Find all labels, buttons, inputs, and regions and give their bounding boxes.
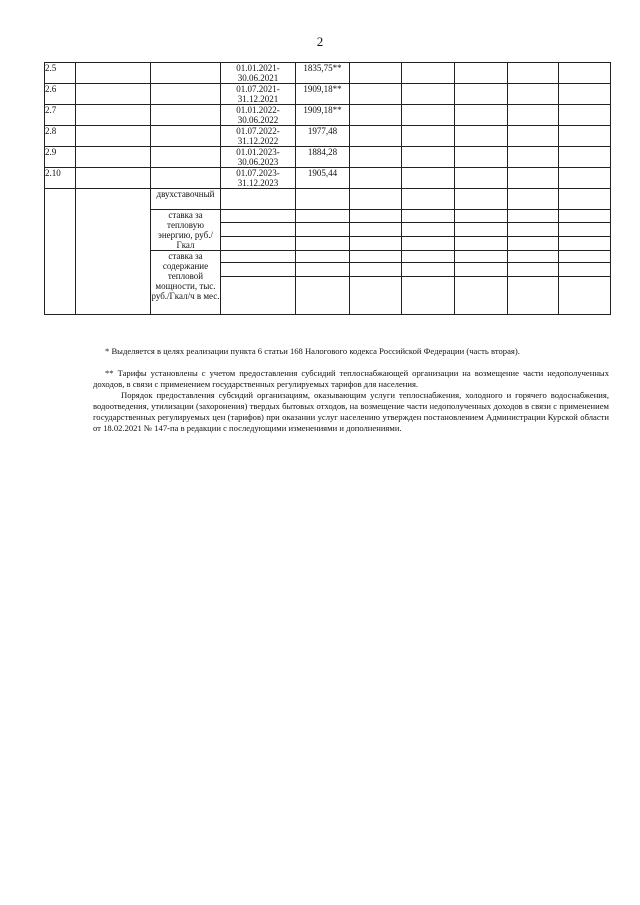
empty-cell bbox=[508, 63, 559, 84]
empty-cell bbox=[455, 189, 508, 210]
empty-cell bbox=[402, 222, 455, 236]
empty-cell bbox=[559, 189, 611, 210]
row-number: 2.6 bbox=[45, 84, 76, 105]
empty-cell bbox=[508, 189, 559, 210]
empty-cell bbox=[559, 210, 611, 223]
tariff-value: 1977,48 bbox=[296, 126, 350, 147]
empty-cell bbox=[350, 277, 402, 315]
empty-cell bbox=[559, 263, 611, 277]
empty-cell bbox=[221, 189, 296, 210]
tariff-value: 1909,18** bbox=[296, 105, 350, 126]
empty-cell bbox=[151, 147, 221, 168]
empty-cell bbox=[559, 222, 611, 236]
empty-cell bbox=[402, 263, 455, 277]
empty-cell bbox=[296, 210, 350, 223]
table-row bbox=[45, 168, 611, 189]
empty-cell bbox=[402, 126, 455, 147]
empty-cell bbox=[508, 222, 559, 236]
empty-cell bbox=[402, 210, 455, 223]
capacity-rate-label: ставка за содержание тепловой мощности, тыс. руб./Гкал/ч в мес. bbox=[151, 251, 221, 315]
footnote-vat: * Выделяется в целях реализации пункта 6 статьи 168 Налогового кодекса Российской Федерации (часть вторая). bbox=[105, 346, 520, 356]
empty-cell bbox=[296, 277, 350, 315]
period-cell: 01.01.2023-30.06.2023 bbox=[221, 147, 296, 168]
empty-cell bbox=[455, 277, 508, 315]
empty-cell bbox=[350, 63, 402, 84]
empty-cell bbox=[508, 147, 559, 168]
table-row bbox=[45, 126, 611, 147]
energy-rate-label: ставка за тепловую энергию, руб./Гкал bbox=[151, 210, 221, 251]
table-row bbox=[45, 63, 611, 84]
empty-cell bbox=[455, 263, 508, 277]
empty-cell bbox=[221, 251, 296, 263]
table-row bbox=[45, 84, 611, 105]
empty-cell bbox=[508, 126, 559, 147]
row-number: 2.8 bbox=[45, 126, 76, 147]
empty-cell bbox=[508, 210, 559, 223]
empty-cell bbox=[76, 147, 151, 168]
empty-cell bbox=[402, 147, 455, 168]
empty-cell bbox=[221, 263, 296, 277]
empty-cell bbox=[296, 263, 350, 277]
empty-cell bbox=[221, 236, 296, 250]
empty-cell bbox=[296, 222, 350, 236]
empty-cell bbox=[350, 263, 402, 277]
empty-cell bbox=[350, 222, 402, 236]
empty-cell bbox=[350, 105, 402, 126]
tariff-table bbox=[44, 62, 611, 315]
empty-cell bbox=[559, 84, 611, 105]
table-row bbox=[45, 105, 611, 126]
empty-cell bbox=[455, 168, 508, 189]
period-cell: 01.07.2022-31.12.2022 bbox=[221, 126, 296, 147]
empty-cell bbox=[350, 236, 402, 250]
empty-cell bbox=[402, 236, 455, 250]
empty-cell bbox=[151, 84, 221, 105]
empty-cell bbox=[350, 210, 402, 223]
empty-cell bbox=[296, 189, 350, 210]
empty-cell bbox=[559, 147, 611, 168]
tariff-value: 1835,75** bbox=[296, 63, 350, 84]
empty-cell bbox=[455, 105, 508, 126]
empty-cell bbox=[76, 168, 151, 189]
page-number: 2 bbox=[316, 34, 324, 49]
empty-cell bbox=[559, 236, 611, 250]
empty-cell bbox=[76, 126, 151, 147]
empty-cell bbox=[559, 126, 611, 147]
empty-cell bbox=[455, 147, 508, 168]
empty-cell bbox=[151, 126, 221, 147]
empty-cell bbox=[350, 147, 402, 168]
empty-cell bbox=[455, 126, 508, 147]
empty-cell bbox=[559, 168, 611, 189]
empty-cell bbox=[296, 236, 350, 250]
empty-cell bbox=[350, 189, 402, 210]
empty-cell bbox=[350, 251, 402, 263]
empty-cell bbox=[508, 251, 559, 263]
empty-cell bbox=[221, 222, 296, 236]
row-number: 2.9 bbox=[45, 147, 76, 168]
tariff-value: 1909,18** bbox=[296, 84, 350, 105]
tariff-value: 1884,28 bbox=[296, 147, 350, 168]
empty-cell bbox=[76, 63, 151, 84]
empty-cell bbox=[508, 105, 559, 126]
empty-cell bbox=[221, 277, 296, 315]
empty-cell bbox=[559, 277, 611, 315]
empty-cell bbox=[455, 222, 508, 236]
empty-cell bbox=[508, 236, 559, 250]
empty-cell bbox=[221, 210, 296, 223]
empty-cell bbox=[151, 105, 221, 126]
empty-cell bbox=[508, 277, 559, 315]
table-row bbox=[45, 189, 611, 210]
period-cell: 01.01.2022-30.06.2022 bbox=[221, 105, 296, 126]
period-cell: 01.07.2021-31.12.2021 bbox=[221, 84, 296, 105]
period-cell: 01.07.2023-31.12.2023 bbox=[221, 168, 296, 189]
empty-cell bbox=[350, 126, 402, 147]
row-number: 2.5 bbox=[45, 63, 76, 84]
empty-cell bbox=[559, 63, 611, 84]
empty-cell bbox=[508, 263, 559, 277]
row-number: 2.10 bbox=[45, 168, 76, 189]
empty-cell bbox=[350, 168, 402, 189]
tariff-value: 1905,44 bbox=[296, 168, 350, 189]
empty-cell bbox=[151, 168, 221, 189]
table-row bbox=[45, 147, 611, 168]
subsidy-procedure-paragraph: Порядок предоставления субсидий организациям, оказывающим услуги теплоснабжения, холодного и горячего водоснабжения, водоотведения, утилизации (захоронения) твердых бытовых отходов, на возмещение части недополученных доходов в связи с применением государственных регулируемых цен (тарифов) при оказании услуг населению утвержден постановлением Администрации Курской области от 18.02.2021 № 147-па в редакции с последующими изменениями и дополнениями. bbox=[93, 390, 609, 433]
empty-cell bbox=[402, 105, 455, 126]
empty-cell bbox=[455, 210, 508, 223]
empty-cell bbox=[296, 251, 350, 263]
empty-cell bbox=[455, 236, 508, 250]
empty-cell bbox=[402, 251, 455, 263]
empty-cell bbox=[45, 189, 76, 315]
empty-cell bbox=[402, 63, 455, 84]
empty-cell bbox=[455, 84, 508, 105]
empty-cell bbox=[151, 63, 221, 84]
empty-cell bbox=[402, 168, 455, 189]
empty-cell bbox=[559, 251, 611, 263]
empty-cell bbox=[559, 105, 611, 126]
period-cell: 01.01.2021-30.06.2021 bbox=[221, 63, 296, 84]
empty-cell bbox=[76, 84, 151, 105]
empty-cell bbox=[76, 105, 151, 126]
empty-cell bbox=[402, 84, 455, 105]
empty-cell bbox=[508, 84, 559, 105]
empty-cell bbox=[402, 189, 455, 210]
empty-cell bbox=[76, 189, 151, 315]
row-number: 2.7 bbox=[45, 105, 76, 126]
two-part-rate-label: двухставочный bbox=[151, 189, 221, 210]
footnote-subsidy: ** Тарифы установлены с учетом предоставления субсидий теплоснабжающей организации на возмещение части недополученных доходов, в связи с применением государственных регулируемых тарифов для населения. bbox=[93, 368, 609, 389]
empty-cell bbox=[350, 84, 402, 105]
empty-cell bbox=[508, 168, 559, 189]
empty-cell bbox=[402, 277, 455, 315]
empty-cell bbox=[455, 251, 508, 263]
empty-cell bbox=[455, 63, 508, 84]
